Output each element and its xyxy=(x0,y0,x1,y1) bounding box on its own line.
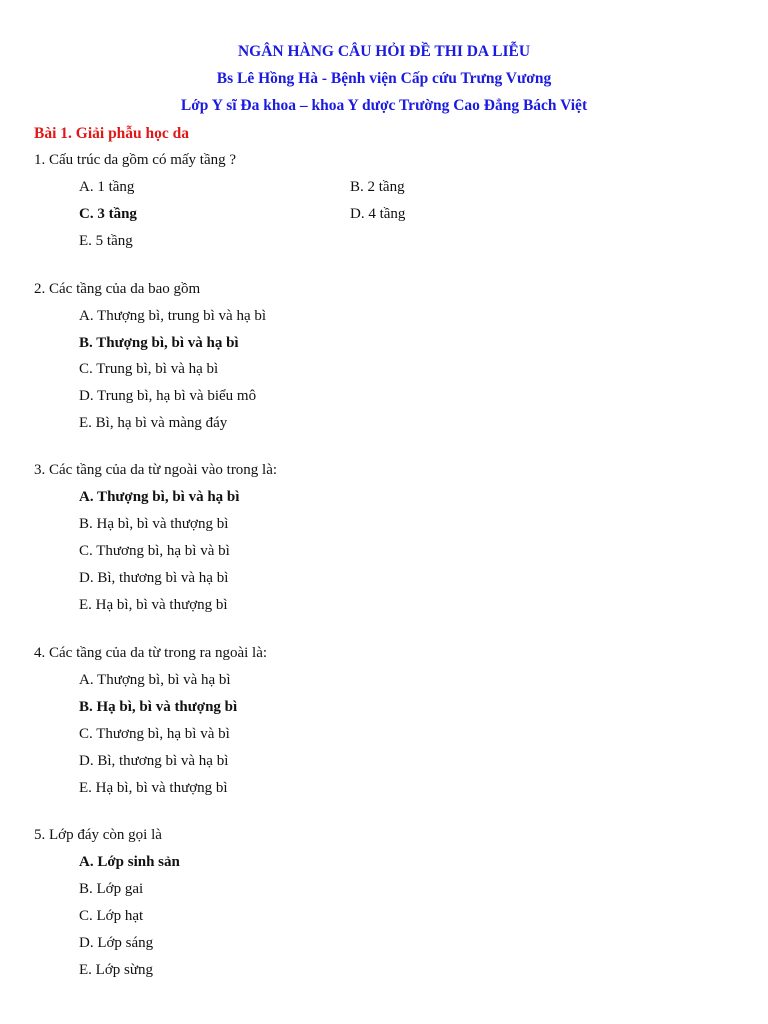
question-1-option-a: A. 1 tầng xyxy=(79,179,135,195)
question-5-option-d: D. Lớp sáng xyxy=(79,935,154,951)
section-title: Bài 1. Giải phẫu học da xyxy=(34,125,190,142)
question-4-option-b-correct: B. Hạ bì, bì và thượng bì xyxy=(79,699,238,715)
question-2-option-d: D. Trung bì, hạ bì và biểu mô xyxy=(79,388,257,404)
question-4: 4. Các tầng của da từ trong ra ngoài là: xyxy=(34,645,268,661)
question-1-option-b: B. 2 tầng xyxy=(350,179,405,195)
question-4-option-e: E. Hạ bì, bì và thượng bì xyxy=(79,780,228,796)
question-2-option-c: C. Trung bì, bì và hạ bì xyxy=(79,361,219,377)
question-3: 3. Các tầng của da từ ngoài vào trong là: xyxy=(34,462,278,478)
question-1-option-e: E. 5 tầng xyxy=(79,233,133,249)
document-course: Lớp Y sĩ Đa khoa – khoa Y dược Trường Cao Đẳng Bách Việt xyxy=(180,97,588,114)
question-2: 2. Các tầng của da bao gồm xyxy=(34,281,201,297)
question-5-option-a-correct: A. Lớp sinh sản xyxy=(79,854,180,870)
question-3-option-c: C. Thương bì, hạ bì và bì xyxy=(79,543,230,559)
question-2-option-a: A. Thượng bì, trung bì và hạ bì xyxy=(79,308,267,324)
question-3-option-b: B. Hạ bì, bì và thượng bì xyxy=(79,516,229,532)
document-author: Bs Lê Hồng Hà - Bệnh viện Cấp cứu Trưng Vương xyxy=(216,70,552,87)
question-2-option-e: E. Bì, hạ bì và màng đáy xyxy=(79,415,228,431)
question-3-option-e: E. Hạ bì, bì và thượng bì xyxy=(79,597,228,613)
question-1-option-c-correct: C. 3 tầng xyxy=(79,206,137,222)
question-5: 5. Lớp đáy còn gọi là xyxy=(34,827,162,843)
question-1: 1. Cấu trúc da gồm có mấy tầng ? xyxy=(34,152,237,168)
question-4-option-d: D. Bì, thương bì và hạ bì xyxy=(79,753,229,769)
question-3-option-a-correct: A. Thượng bì, bì và hạ bì xyxy=(79,489,240,505)
question-4-option-c: C. Thương bì, hạ bì và bì xyxy=(79,726,230,742)
question-5-option-c: C. Lớp hạt xyxy=(79,908,144,924)
question-5-option-b: B. Lớp gai xyxy=(79,881,144,897)
question-1-option-d: D. 4 tầng xyxy=(350,206,406,222)
question-3-option-d: D. Bì, thương bì và hạ bì xyxy=(79,570,229,586)
question-5-option-e: E. Lớp sừng xyxy=(79,962,153,978)
document-title: NGÂN HÀNG CÂU HỎI ĐỀ THI DA LIỄU xyxy=(237,43,531,60)
question-4-option-a: A. Thượng bì, bì và hạ bì xyxy=(79,672,231,688)
question-2-option-b-correct: B. Thượng bì, bì và hạ bì xyxy=(79,335,239,351)
